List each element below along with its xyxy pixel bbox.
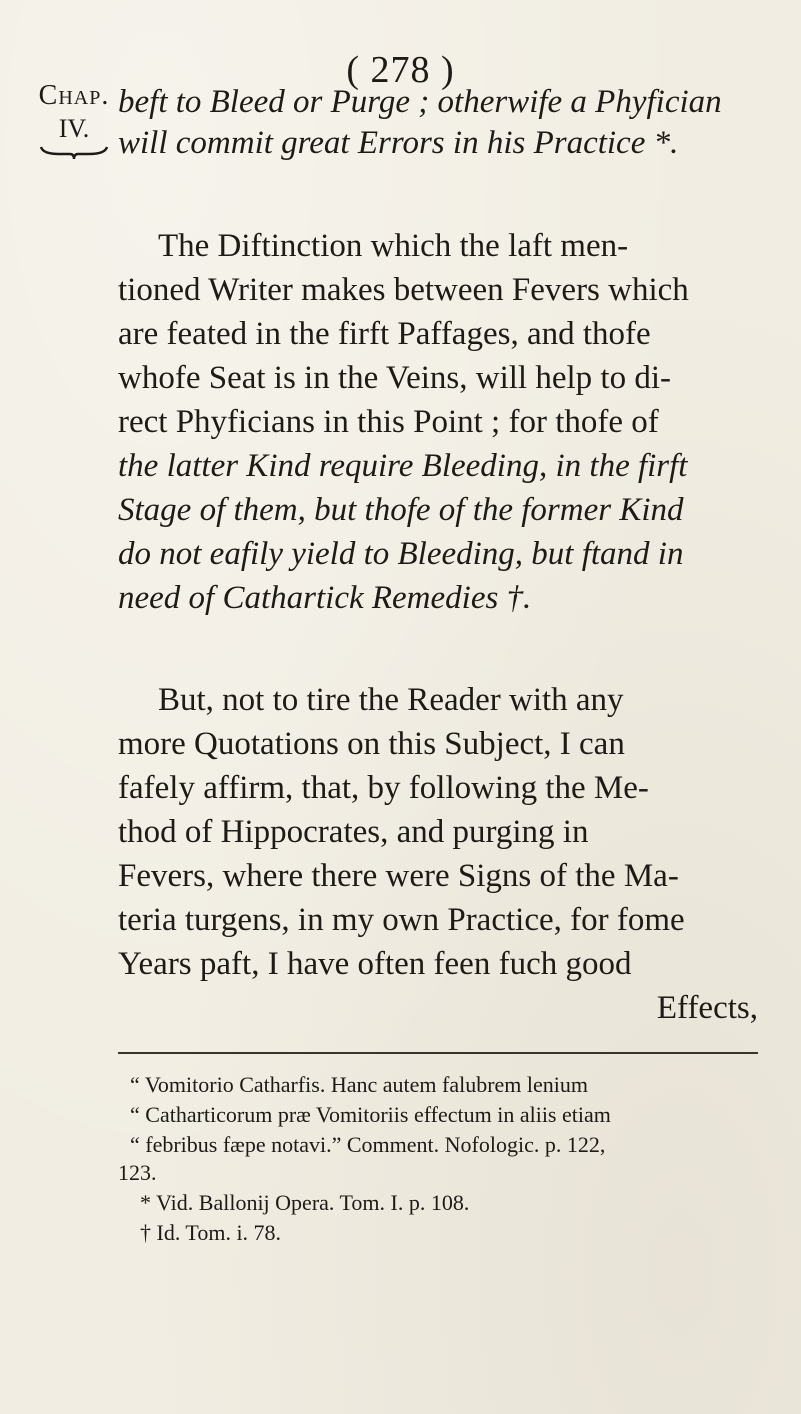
footnote-line-2: “ Catharticorum præ Vomitoriis effectum in aliis etiam (130, 1102, 611, 1127)
footnote-asterisk: * Vid. Ballonij Opera. Tom. I. p. 108. (140, 1190, 470, 1215)
paragraph1-line-3: are feated in the firft Paffages, and thofe (118, 316, 651, 352)
paragraph2-line-7: Years paft, I have often feen fuch good (118, 946, 632, 982)
footnote-line-1: “ Vomitorio Catharfis. Hanc autem falubrem lenium (130, 1072, 589, 1097)
paragraph2-line-4: thod of Hippocrates, and purging in (118, 814, 589, 850)
chapter-label: Chap. (38, 80, 110, 111)
paragraph2-line-2: more Quotations on this Subject, I can (118, 726, 625, 762)
header-line-text: beft to Bleed or Purge ; otherwife a Phyfician (118, 84, 722, 120)
paragraph1-line-9: need of Cathartick Remedies †. (118, 580, 532, 616)
chapter-marker (34, 80, 114, 160)
paragraph1-line-5: rect Phyficians in this Point ; for thofe of (118, 404, 659, 440)
chapter-numeral: IV. (58, 114, 90, 143)
footnote-line-4: 123. (118, 1160, 157, 1185)
footnote-line-3: “ febribus fæpe notavi.” Comment. Nofologic. p. 122, (130, 1132, 606, 1157)
paragraph1-line-1: The Diftinction which the laft men- (158, 228, 629, 264)
paragraph1-line-6: the latter Kind require Bleeding, in the firft (118, 448, 688, 484)
header-line-1 (118, 84, 758, 121)
paragraph1-line-7: Stage of them, but thofe of the former Kind (118, 492, 684, 528)
paragraph1-line-8: do not eafily yield to Bleeding, but ftand in (118, 536, 684, 572)
catchword: Effects, (656, 990, 758, 1026)
paragraph2-line-5: Fevers, where there were Signs of the Ma- (118, 858, 679, 894)
paragraph1-line-2: tioned Writer makes between Fevers which (118, 272, 689, 308)
header-line-text: will commit great Errors in his Practice *. (118, 125, 679, 161)
footnote-dagger: † Id. Tom. i. 78. (140, 1220, 282, 1245)
paragraph2-line-6: teria turgens, in my own Practice, for fome (118, 902, 685, 938)
footnote-rule (118, 1052, 758, 1054)
paragraph2-line-1: But, not to tire the Reader with any (158, 682, 624, 718)
paragraph2-line-3: fafely affirm, that, by following the Me- (118, 770, 649, 806)
paragraph1-line-4: whofe Seat is in the Veins, will help to di- (118, 360, 671, 396)
brace-ornament-icon (39, 144, 109, 160)
page-number: ( 278 ) (346, 49, 455, 91)
header-line-2 (118, 125, 758, 162)
